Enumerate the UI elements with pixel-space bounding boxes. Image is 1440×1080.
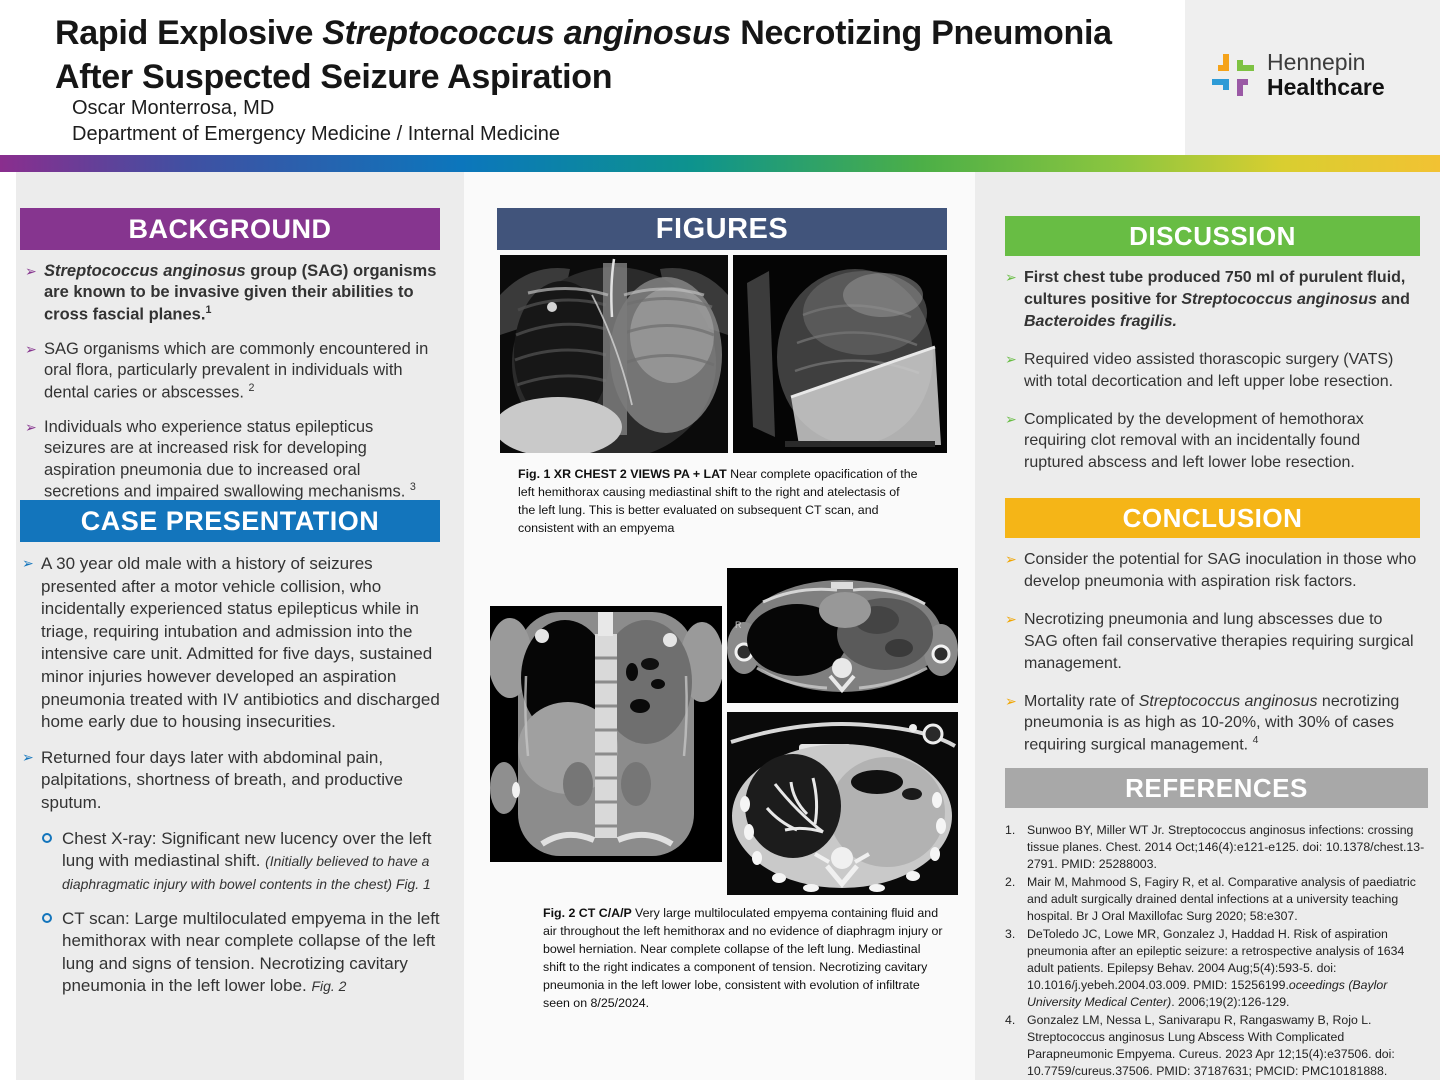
- background-section: [20, 208, 440, 516]
- arrow-bullet-icon: ➢: [1005, 269, 1017, 285]
- logo-text-hennepin: Hennepin: [1267, 49, 1366, 75]
- left-column: [16, 172, 464, 1080]
- reference-1: 1. Sunwoo BY, Miller WT Jr. Streptococcus anginosus infections: crossing tissue planes. Chest. 2014 Oct;146(4):e121-e125. doi: 10.1378/chest.13-2791. PMID: 25288003.: [1005, 823, 1425, 871]
- discussion-bullet-1: ➢ First chest tube produced 750 ml of purulent fluid, cultures positive for Streptococcus anginosus and Bacteroides fragilis.: [1005, 267, 1420, 333]
- case-presentation-header: CASE PRESENTATION: [20, 500, 440, 542]
- right-column: [975, 172, 1440, 1080]
- circle-bullet-icon: [42, 913, 52, 923]
- orientation-marker-right: R: [735, 620, 742, 630]
- case-subbullet-ct: CT scan: Large multiloculated empyema in the left hemithorax with near complete collapse of the left lung and signs of tension. Necrotizing cavitary pneumonia in the left lower lobe. Fig. 2: [42, 908, 440, 998]
- arrow-bullet-icon: ➢: [25, 263, 37, 279]
- author-name: Oscar Monterrosa, MD: [72, 97, 275, 119]
- hennepin-healthcare-logo: [1208, 50, 1385, 100]
- references-section: [1005, 768, 1428, 1080]
- conclusion-header: CONCLUSION: [1005, 498, 1420, 538]
- arrow-bullet-icon: ➢: [22, 748, 34, 765]
- discussion-header: DISCUSSION: [1005, 216, 1420, 256]
- case-bullet-2: ➢ Returned four days later with abdominal pain, palpitations, shortness of breath, and productive sputum.: [22, 747, 440, 815]
- conclusion-bullet-2: ➢ Necrotizing pneumonia and lung abscesses due to SAG often fail conservative therapies requiring surgical management.: [1005, 609, 1420, 675]
- case-presentation-section: [20, 500, 440, 1010]
- fig2-ct-axial-upper-chest: [727, 568, 958, 703]
- background-header: BACKGROUND: [20, 208, 440, 250]
- poster-title-line2: After Suspected Seizure Aspiration: [55, 58, 613, 96]
- fig2-ct-axial-lower-chest: [727, 712, 958, 895]
- arrow-bullet-icon: ➢: [1005, 410, 1017, 427]
- references-header: REFERENCES: [1005, 768, 1428, 808]
- fig1-pa-chest-xray: [500, 255, 728, 453]
- arrow-bullet-icon: ➢: [1005, 551, 1017, 567]
- conclusion-bullet-3: ➢ Mortality rate of Streptococcus anginosus necrotizing pneumonia is as high as 10-20%, with 30% of cases requiring surgical management. $^4$: [1005, 691, 1420, 757]
- arrow-bullet-icon: ➢: [1005, 692, 1017, 709]
- conclusion-section: [1005, 498, 1420, 770]
- arrow-bullet-icon: ➢: [22, 555, 34, 571]
- figures-header: FIGURES: [497, 208, 947, 250]
- arrow-bullet-icon: ➢: [25, 340, 37, 357]
- logo-panel: [1185, 0, 1440, 155]
- reference-3: 3. DeToledo JC, Lowe MR, Gonzalez J, Haddad H. Risk of aspiration pneumonia after an epileptic seizure: a retrospective analysis of 1634 adult patients. Epilepsy Behav. 2004 Aug;5(4):593-5. doi: 10.1016/j.yebeh.2004.03.009. PMID: 15256199.oceedings (Baylor University Medical Center). 2006;19(2):126-129.: [1005, 926, 1405, 1009]
- discussion-section: [1005, 216, 1420, 487]
- reference-4: 4. Gonzalez LM, Nessa L, Sanivarapu R, Rangaswamy B, Rojo L. Streptococcus anginosus Lung Abscess With Complicated Parapneumonic Empyema. Cureus. 2023 Apr 12;15(4):e37506. doi: 10.7759/cureus.37506. PMID: 37187631; PMCID: PMC10181888.: [1005, 1012, 1395, 1078]
- author-department: Department of Emergency Medicine / Internal Medicine: [72, 123, 561, 145]
- rainbow-accent-bar: [0, 155, 1440, 172]
- case-subbullet-xray: Chest X-ray: Significant new lucency over the left lung with mediastinal shift. (Initially believed to have a diaphragmatic injury with bowel contents in the chest) Fig. 1: [42, 828, 440, 896]
- reference-2: 2. Mair M, Mahmood S, Fagiry R, et al. Comparative analysis of paediatric and adult surgically drained dental infections at a university teaching hospital. Br J Oral Maxillofac Surg 2020; 58:e307.: [1005, 874, 1416, 923]
- logo-text-healthcare: Healthcare: [1267, 74, 1385, 100]
- arrow-bullet-icon: ➢: [1005, 350, 1017, 367]
- arrow-bullet-icon: ➢: [25, 418, 37, 435]
- discussion-bullet-2: ➢ Required video assisted thorascopic surgery (VATS) with total decortication and left upper lobe resection.: [1005, 349, 1420, 393]
- poster-title-line1: Rapid Explosive Streptococcus anginosus Necrotizing Pneumonia: [55, 14, 1112, 52]
- arrow-bullet-icon: ➢: [1005, 610, 1017, 627]
- figure1-caption: Fig. 1 XR CHEST 2 VIEWS PA + LAT Near complete opacification of the left hemithorax causing mediastinal shift to the right and atelectasis of the left lung. This is better evaluated on subsequent CT scan, and consistent with an empyema: [518, 467, 918, 535]
- fig2-ct-coronal-view: [490, 606, 722, 862]
- circle-bullet-icon: [42, 833, 52, 843]
- discussion-bullet-3: ➢ Complicated by the development of hemothorax requiring clot removal with an incidentally found ruptured abscess and left lower lobe resection.: [1005, 409, 1420, 475]
- background-bullet-1: ➢ Streptococcus anginosus group (SAG) organisms are known to be invasive given their abilities to cross fascial planes.$^1$: [25, 261, 438, 326]
- background-bullet-2: ➢ SAG organisms which are commonly encountered in oral flora, particularly prevalent in individuals with dental caries or abscesses. $^2$: [25, 339, 438, 404]
- fig1-lateral-chest-xray: [733, 255, 947, 453]
- figure2-caption: Fig. 2 CT C/A/P Very large multiloculated empyema containing fluid and air throughout the left hemithorax and no evidence of diaphragm injury or bowel herniation. Near complete collapse of the left lung. Mediastinal shift to the right indicates a component of tension. Necrotizing cavitary pneumonia in the left lower lobe, consistent with evolution of infiltrate seen on 8/25/2024.: [543, 906, 943, 1010]
- background-bullet-3: ➢ Individuals who experience status epilepticus seizures are at increased risk for developing aspiration pneumonia due to increased oral secretions and impaired swallowing mechanisms. $^3$: [25, 417, 438, 503]
- conclusion-bullet-1: ➢ Consider the potential for SAG inoculation in those who develop pneumonia with aspiration risk factors.: [1005, 549, 1420, 593]
- figures-column: [464, 172, 975, 1080]
- hennepin-pinwheel-icon: [1208, 50, 1258, 100]
- case-bullet-1: ➢ A 30 year old male with a history of seizures presented after a motor vehicle collision, who incidentally experienced status epilepticus while in triage, requiring intubation and admission into the intensive care unit. Admitted for five days, sustained minor injuries however developed an aspiration pneumonia treated with IV antibiotics and discharged home early due to housing insecurities.: [22, 553, 440, 734]
